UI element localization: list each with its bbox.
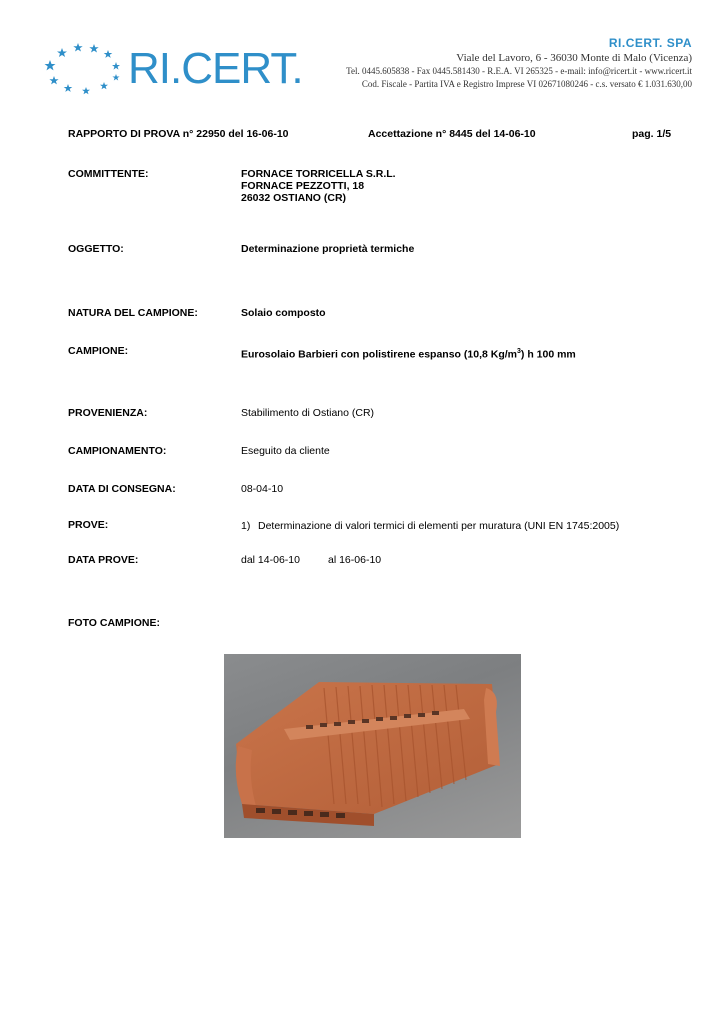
consegna-value: 08-04-10 — [241, 483, 284, 495]
company-address: Viale del Lavoro, 6 - 36030 Monte di Malo (Vicenza) — [456, 52, 692, 64]
eu-stars-logo-icon — [40, 38, 130, 98]
acceptance-number: Accettazione n° 8445 del 14-06-10 — [368, 128, 536, 140]
provenienza-label: PROVENIENZA: — [68, 407, 148, 419]
sample-photo — [224, 654, 521, 838]
campionamento-label: CAMPIONAMENTO: — [68, 445, 167, 457]
campionamento-value: Eseguito da cliente — [241, 445, 330, 457]
company-contact: Tel. 0445.605838 - Fax 0445.581430 - R.E.A. VI 265325 - e-mail: info@ricert.it - www.ricert.it — [346, 66, 692, 76]
campione-value-main: Eurosolaio Barbieri con polistirene espanso (10,8 Kg/m — [241, 348, 517, 361]
company-fiscal-info: Cod. Fiscale - Partita IVA e Registro Imprese VI 02671080246 - c.s. versato € 1.031.630,00 — [361, 79, 692, 89]
campione-value-end: ) h 100 mm — [520, 348, 576, 361]
committente-street: FORNACE PEZZOTTI, 18 — [241, 180, 365, 192]
foto-label: FOTO CAMPIONE: — [68, 617, 160, 629]
consegna-label: DATA DI CONSEGNA: — [68, 483, 176, 495]
campione-value — [241, 345, 576, 362]
company-logo-text: RI.CERT. — [128, 44, 303, 93]
committente-label: COMMITTENTE: — [68, 168, 149, 180]
campione-superscript: 3 — [517, 348, 521, 355]
committente-name: FORNACE TORRICELLA S.R.L. — [241, 168, 396, 180]
provenienza-value: Stabilimento di Ostiano (CR) — [241, 407, 375, 419]
natura-value: Solaio composto — [241, 307, 326, 319]
report-number: RAPPORTO DI PROVA n° 22950 del 16-06-10 — [68, 128, 289, 140]
data-prove-from: dal 14-06-10 — [241, 554, 300, 566]
oggetto-label: OGGETTO: — [68, 243, 124, 255]
committente-city: 26032 OSTIANO (CR) — [241, 192, 347, 204]
natura-label: NATURA DEL CAMPIONE: — [68, 307, 198, 319]
brick-slab-image — [224, 654, 521, 838]
campione-label: CAMPIONE: — [68, 345, 129, 357]
data-prove-to: al 16-06-10 — [328, 554, 382, 566]
prove-label: PROVE: — [68, 519, 109, 531]
prove-value: Determinazione di valori termici di elementi per muratura (UNI EN 1745:2005) — [258, 520, 620, 532]
page-number: pag. 1/5 — [632, 128, 672, 140]
oggetto-value: Determinazione proprietà termiche — [241, 243, 415, 255]
prove-number: 1) — [241, 520, 251, 532]
data-prove-label: DATA PROVE: — [68, 554, 139, 566]
company-name: RI.CERT. SPA — [608, 36, 692, 50]
